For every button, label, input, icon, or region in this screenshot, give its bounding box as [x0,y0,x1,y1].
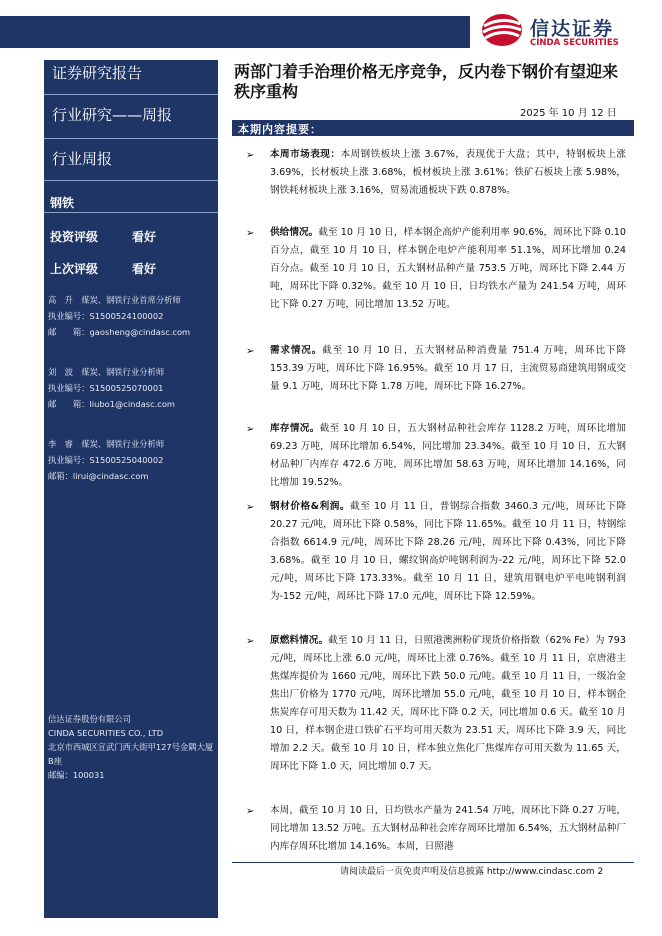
report-type: 证券研究报告 [52,64,143,82]
prev-rating-value: 看好 [132,262,157,276]
paragraph-heading: 原燃料情况。 [270,635,329,646]
sidebar-divider [44,94,218,95]
logo-text-en: CINDA SECURITIES [530,38,619,48]
summary-header [232,120,634,136]
logo-text-cn: 信达证券 [530,18,615,40]
arrow-bullet-icon: ➢ [246,150,255,161]
analyst-email[interactable]: 邮箱：lirui@cindasc.com [48,471,149,481]
analyst-license: 执业编号：S1500525040002 [48,455,164,465]
sidebar [44,60,218,918]
header-band [0,16,470,48]
paragraph-text: 截至 10 月 11 日，普钢综合指数 3460.3 元/吨，周环比下降 20.27 元/吨，周环比下降 0.58%，同比下降 11.65%。截至 10 月 11 日，特钢综合指数 6614.9 元/吨，周环比下降 28.26 元/吨，周环比下降 0.43%，同比下降 3.68%。截至 10 月 10 日，螺纹钢高炉吨钢利润为-22 元/吨，周环比下降 52.0 元/吨，周环比下降 173.33%。截至 10 月 11 日，建筑用钢电炉平电吨钢利润为-152 元/吨，周环比下降 17.0 元/吨，周环比下降 12.59%。 [270,501,627,602]
analyst-email[interactable]: 邮 箱：liubo1@cindasc.com [48,399,175,409]
analyst-name: 高 升 煤炭、钢铁行业首席分析师 [48,295,181,305]
sidebar-divider [44,180,218,181]
prev-rating-label: 上次评级 [50,262,99,276]
analyst-block [48,436,164,484]
page-number: 2 [597,867,604,877]
report-category: 行业研究——周报 [52,106,173,124]
paragraph-text: 截至 10 月 10 日，五大钢材品种社会库存 1128.2 万吨，周环比增加 69.23 万吨，周环比增加 6.54%，同比增加 23.34%。截至 10 月 10 日，五大钢材品种厂内库存 472.6 万吨，周环比增加 58.63 万吨，周环比增加 14.16%，同比增加 19.52%。 [270,423,627,488]
paragraph-heading: 库存情况。 [270,423,320,434]
report-date: 2025 年 10 月 12 日 [520,108,617,119]
firm-name-cn: 信达证券股份有限公司 [48,714,131,724]
arrow-bullet-icon: ➢ [246,424,255,435]
paragraph-supply [270,224,626,314]
paragraph-raw-materials [270,632,626,776]
firm-info [48,712,216,782]
company-logo [480,12,650,48]
paragraph-heading: 本周市场表现： [270,149,341,160]
sidebar-divider [44,212,218,213]
paragraph-heading: 钢材价格&利润。 [270,501,351,512]
paragraph-text: 本周，截至 10 月 10 日，日均铁水产量为 241.54 万吨，周环比下降 0.27 万吨，同比增加 13.52 万吨。五大钢材品种社会库存周环比增加 6.54%，五大钢材品种厂内库存周环比增加 14.16%。本周，日照港 [270,805,626,852]
cinda-logo-icon [480,12,524,48]
arrow-bullet-icon: ➢ [246,346,255,357]
rating-label: 投资评级 [50,230,99,244]
footer-disclaimer-link[interactable]: 请阅读最后一页免责声明及信息披露 http://www.cindasc.com [340,867,595,877]
analyst-license: 执业编号：S1500525070001 [48,383,164,393]
report-title: 两部门着手治理价格无序竞争，反内卷下钢价有望迎来秩序重构 [234,62,619,101]
arrow-bullet-icon: ➢ [246,228,255,239]
paragraph-heading: 供给情况。 [270,227,319,238]
analyst-license: 执业编号：S1500524100002 [48,311,164,321]
report-subcategory: 行业周报 [52,150,113,168]
paragraph-demand [270,342,626,396]
paragraph-text: 本周钢铁板块上涨 3.67%，表现优于大盘；其中，特钢板块上涨 3.69%，长材板块上涨 3.68%，板材板块上涨 3.61%；铁矿石板块上涨 5.98%，钢铁耗材板块上涨 3.16%，贸易流通板块下跌 0.878%。 [270,149,626,196]
paragraph-price-profit [270,498,626,606]
arrow-bullet-icon: ➢ [246,502,255,513]
footer-divider [232,862,634,863]
firm-name-en: CINDA SECURITIES CO., LTD [48,728,164,738]
analyst-name: 李 睿 煤炭、钢铁行业分析师 [48,439,165,449]
analyst-block [48,364,175,412]
arrow-bullet-icon: ➢ [246,806,255,817]
analyst-block [48,292,190,340]
arrow-bullet-icon: ➢ [246,636,255,647]
paragraph-text: 截至 10 月 11 日，日照港澳洲粉矿现货价格指数（62% Fe）为 793 元/吨，周环比上涨 6.0 元/吨，周环比上涨 0.76%。截至 10 月 11 日，京唐港主焦煤库提价为 1660 元/吨，周环比下跌 50.0 元/吨。截至 10 月 11 日，一级冶金焦出厂价格为 1770 元/吨，周环比增加 55.0 元/吨，截至 10 月 10 日，样本钢企焦炭库存可用天数为 11.42 天，周环比下降 0.2 天，同比增加 0.6 天。截至 10 月 10 日，样本钢企进口铁矿石平均可用天数为 23.51 天，周环比下降 3.9 天，同比增加 2.2 天。截至 10 月 10 日，样本独立焦化厂焦煤库存可用天数为 11.65 天，周环比下降 1.0 天，同比增加 0.7 天。 [270,635,626,772]
rating-value: 看好 [132,230,157,244]
firm-address: 北京市西城区宣武门西大街甲127号金隅大厦B座 [48,742,214,766]
paragraph-heading: 需求情况。 [270,345,323,356]
analyst-email[interactable]: 邮 箱：gaosheng@cindasc.com [48,327,191,337]
paragraph-text: 截至 10 月 10 日，样本钢企高炉产能利用率 90.6%，周环比下降 0.10 百分点，截至 10 月 10 日，样本钢企电炉产能利用率 51.1%，周环比增加 0.24 百分点。截至 10 月 10 日，五大钢材品种产量 753.5 万吨，周环比下降 2.44 万吨，周环比下降 0.32%。截至 10 月 10 日，日均铁水产量为 241.54 万吨，周环比下降 0.27 万吨，同比增加 13.52 万吨。 [270,227,626,310]
summary-label: 本期内容提要： [238,123,322,136]
analyst-name: 刘 波 煤炭、钢铁行业分析师 [48,367,165,377]
paragraph-market [270,146,626,200]
firm-postcode: 邮编：100031 [48,770,105,780]
industry-name: 钢铁 [50,196,75,210]
footer [340,864,603,877]
paragraph-summary [270,802,626,856]
paragraph-text: 截至 10 月 10 日，五大钢材品种消费量 751.4 万吨，周环比下降 153.39 万吨，周环比下降 16.95%。截至 10 月 17 日，主流贸易商建筑用钢成交量 9.1 万吨，周环比下降 1.78 万吨，周环比下降 16.27%。 [270,345,626,392]
sidebar-divider [44,138,218,139]
paragraph-inventory [270,420,626,492]
